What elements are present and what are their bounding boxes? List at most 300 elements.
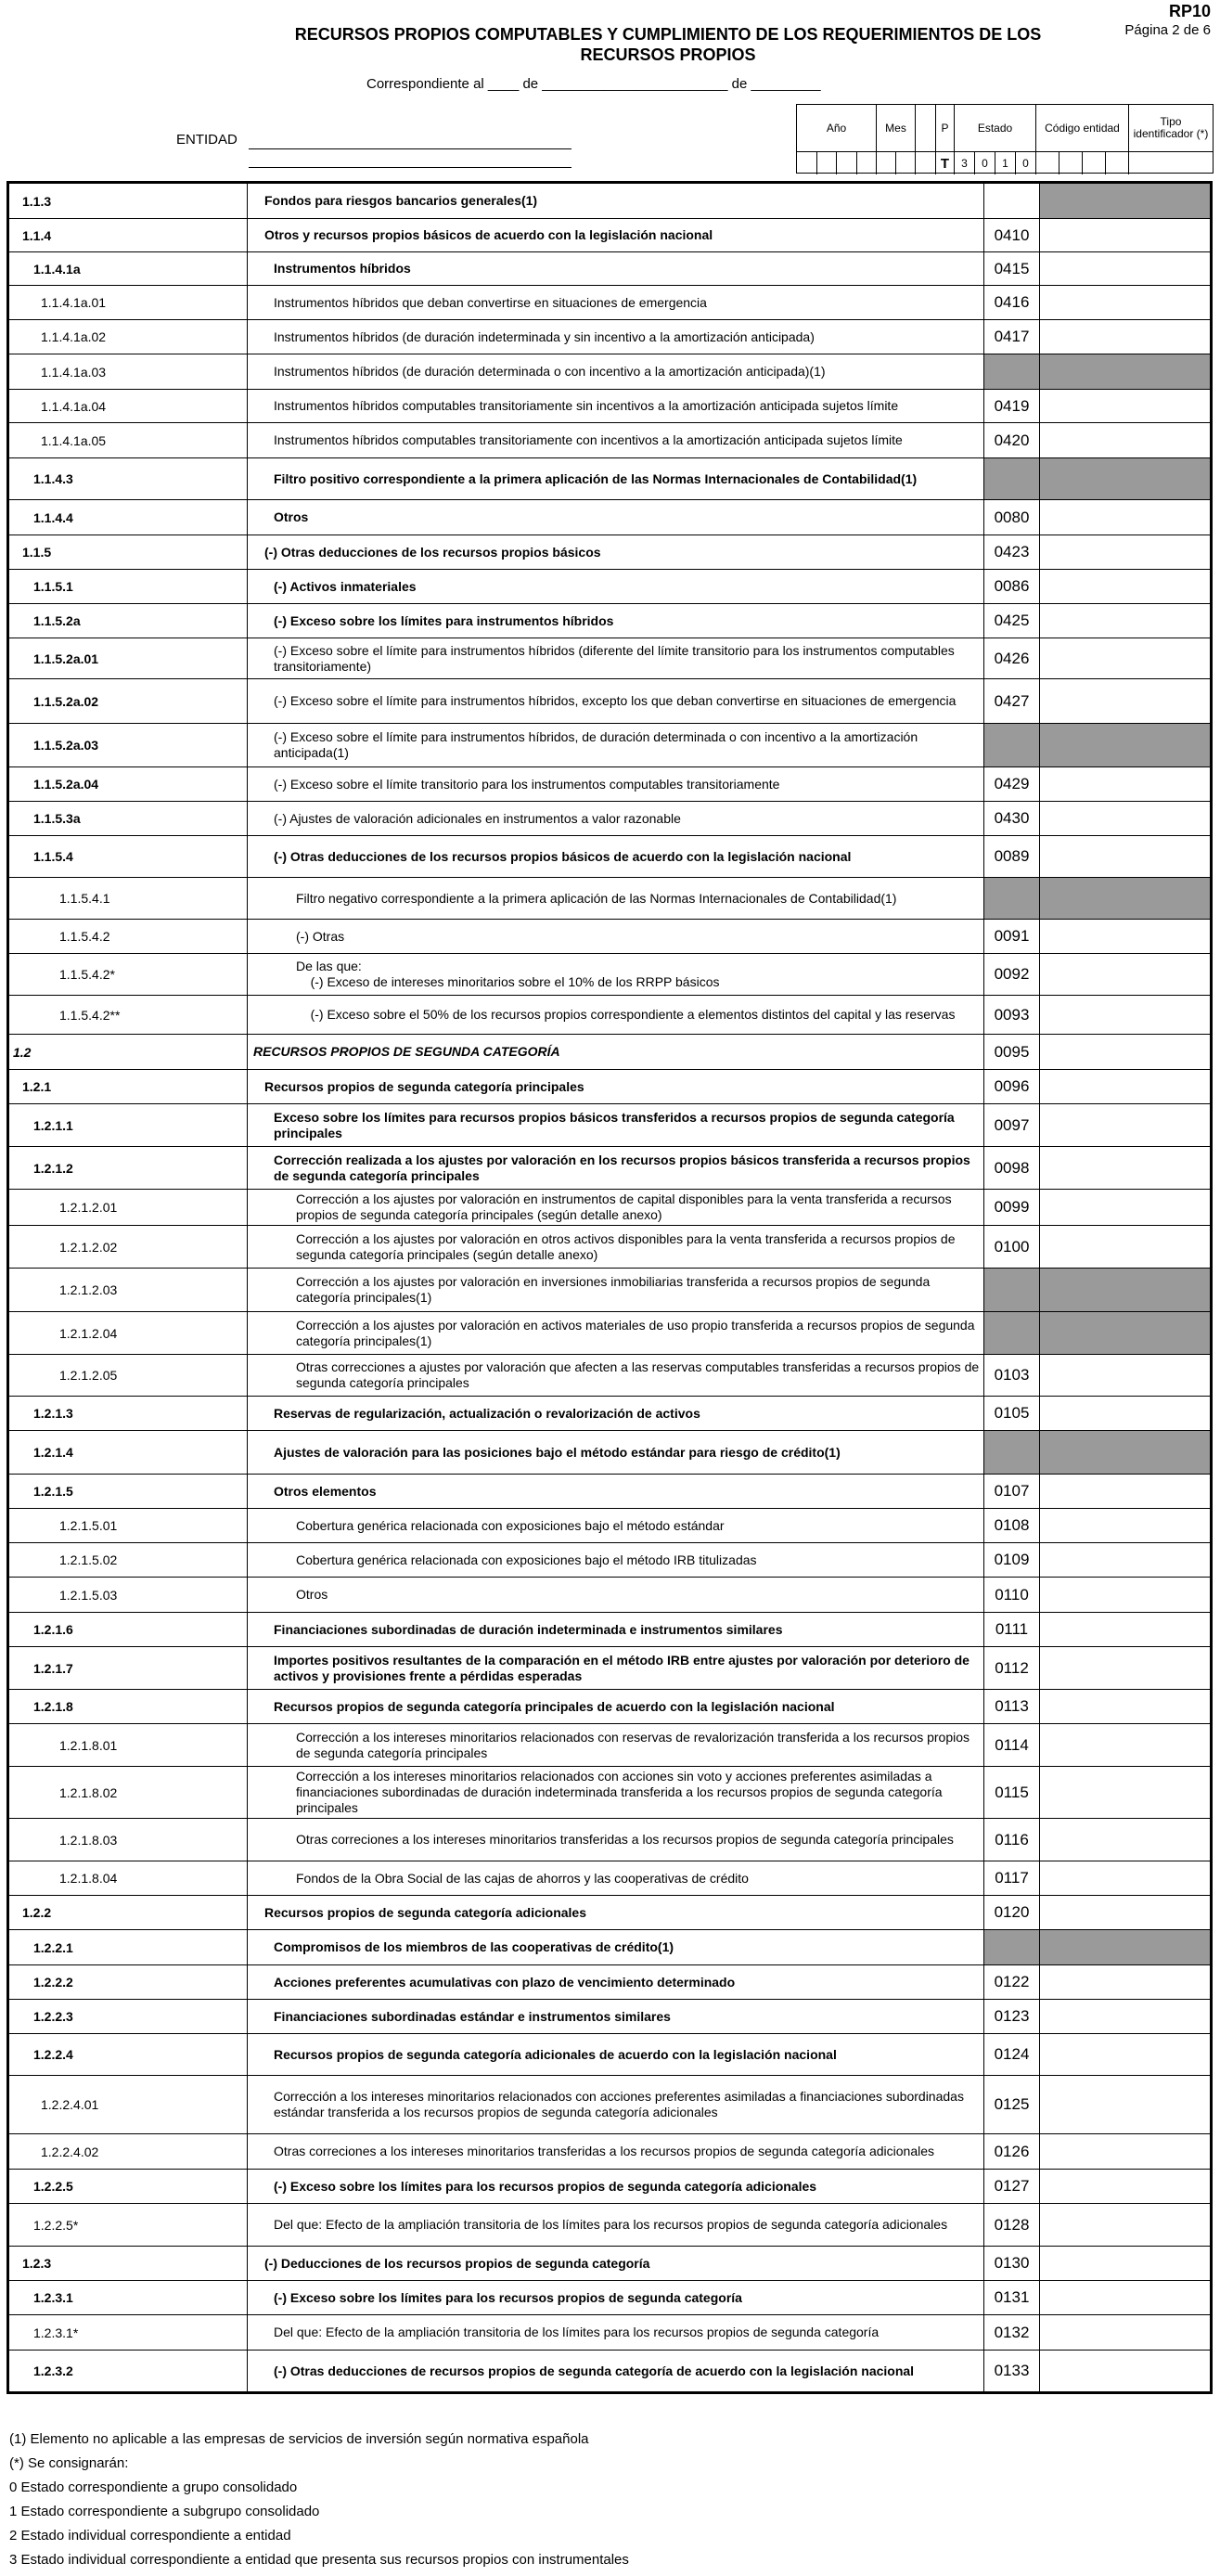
row-value-input[interactable] (1040, 1819, 1210, 1861)
table-row (9, 836, 1210, 878)
row-number: 0098 (984, 1147, 1040, 1189)
row-code: 1.2.1.2.03 (9, 1269, 248, 1311)
row-number: 0115 (984, 1767, 1040, 1818)
row-number (984, 878, 1040, 919)
blank-digit[interactable] (916, 152, 936, 174)
row-code: 1.2 (9, 1035, 248, 1069)
row-code: 1.1.5.4 (9, 836, 248, 877)
row-value-input[interactable] (1040, 1104, 1210, 1146)
table-row (9, 2247, 1210, 2281)
table-row (9, 2134, 1210, 2170)
row-code: 1.1.4.1a.02 (9, 320, 248, 354)
row-number: 0108 (984, 1509, 1040, 1542)
row-code: 1.2.1.1 (9, 1104, 248, 1146)
row-label: Cobertura genérica relacionada con exposiciones bajo el método estándar (248, 1509, 984, 1542)
row-value-input[interactable] (1040, 2170, 1210, 2203)
table-row (9, 1355, 1210, 1397)
footnotes (9, 2428, 629, 2572)
row-value-input[interactable] (1040, 1724, 1210, 1766)
row-number: 0093 (984, 996, 1040, 1034)
row-label: Recursos propios de segunda categoría adicionales de acuerdo con la legislación nacional (248, 2034, 984, 2075)
table-row (9, 1070, 1210, 1104)
row-code: 1.2.1.5.02 (9, 1543, 248, 1577)
row-number (984, 184, 1040, 218)
row-value-input[interactable] (1040, 767, 1210, 801)
row-code: 1.2.3.2 (9, 2351, 248, 2391)
row-code: 1.1.5.2a.03 (9, 724, 248, 766)
row-code: 1.2.1.4 (9, 1431, 248, 1474)
row-value-input[interactable] (1040, 1861, 1210, 1895)
row-code: 1.2.3 (9, 2247, 248, 2280)
row-number: 0120 (984, 1896, 1040, 1929)
row-label: Otros y recursos propios básicos de acuerdo con la legislación nacional (248, 219, 984, 251)
row-number: 0130 (984, 2247, 1040, 2280)
row-value-input[interactable] (1040, 2034, 1210, 2075)
row-number: 0132 (984, 2315, 1040, 2350)
row-number: 0131 (984, 2281, 1040, 2314)
row-value-input[interactable] (1040, 1509, 1210, 1542)
footnote: (*) Se consignarán: (9, 2455, 129, 2471)
row-code: 1.2.1.5.03 (9, 1578, 248, 1612)
row-code: 1.2.2.5* (9, 2204, 248, 2246)
table-row (9, 878, 1210, 920)
row-number (984, 724, 1040, 766)
row-label: Instrumentos híbridos que deban convertirse en situaciones de emergencia (248, 286, 984, 319)
row-label: (-) Exceso sobre los límites para instrumentos híbridos (248, 604, 984, 638)
row-code: 1.1.4.1a (9, 252, 248, 285)
row-number: 0416 (984, 286, 1040, 319)
row-value-input[interactable] (1040, 1355, 1210, 1396)
row-code: 1.2.2.5 (9, 2170, 248, 2203)
row-value-input[interactable] (1040, 570, 1210, 603)
row-number: 0110 (984, 1578, 1040, 1612)
row-label: Financiaciones subordinadas estándar e instrumentos similares (248, 2000, 984, 2033)
row-label: (-) Exceso sobre los límites para los recursos propios de segunda categoría (248, 2281, 984, 2314)
table-row (9, 1690, 1210, 1724)
row-value-disabled (1040, 1269, 1210, 1311)
row-value-disabled (1040, 354, 1210, 389)
row-number: 0430 (984, 802, 1040, 835)
row-code: 1.1.5.1 (9, 570, 248, 603)
table-row (9, 1104, 1210, 1147)
table-row (9, 1190, 1210, 1226)
table-row (9, 1147, 1210, 1190)
row-code: 1.2.1.8 (9, 1690, 248, 1723)
row-label: RECURSOS PROPIOS DE SEGUNDA CATEGORÍA (248, 1035, 984, 1069)
row-value-disabled (1040, 1431, 1210, 1474)
row-code: 1.1.4.4 (9, 500, 248, 535)
row-code: 1.2.1.2.02 (9, 1226, 248, 1268)
table-row (9, 1767, 1210, 1819)
header-codigo-entidad: Código entidad (1036, 105, 1129, 151)
row-value-input[interactable] (1040, 1965, 1210, 1999)
row-code: 1.2.1.5.01 (9, 1509, 248, 1542)
row-number: 0420 (984, 423, 1040, 457)
row-value-input[interactable] (1040, 1896, 1210, 1929)
row-number: 0086 (984, 570, 1040, 603)
row-code: 1.2.1.7 (9, 1647, 248, 1689)
row-label: (-) Exceso sobre el 50% de los recursos propios correspondiente a elementos distintos del capital y las reservas (248, 996, 984, 1034)
row-label: Exceso sobre los límites para recursos propios básicos transferidos a recursos propios de segunda categoría principales (248, 1104, 984, 1146)
row-label: (-) Exceso sobre el límite transitorio para los instrumentos computables transitoriamente (248, 767, 984, 801)
table-row (9, 604, 1210, 638)
estado-digit-4: 0 (1016, 152, 1036, 174)
row-value-input[interactable] (1040, 2315, 1210, 2350)
row-code: 1.2.2.4 (9, 2034, 248, 2075)
table-row (9, 920, 1210, 954)
page-number: Página 2 de 6 (1124, 22, 1211, 38)
row-number: 0126 (984, 2134, 1040, 2169)
identification-value-row (797, 151, 1213, 174)
row-code: 1.1.4.3 (9, 458, 248, 499)
identification-header-box (796, 104, 1214, 174)
row-label: Del que: Efecto de la ampliación transitoria de los límites para los recursos propios de segunda categoría (248, 2315, 984, 2350)
row-label: (-) Exceso sobre el límite para instrumentos híbridos (diferente del límite transitorio para los instrumentos computables transitoriamente) (248, 638, 984, 678)
table-row (9, 2204, 1210, 2247)
row-value-input[interactable] (1040, 252, 1210, 285)
row-label: (-) Exceso sobre el límite para instrumentos híbridos, excepto los que deban convertirse en situaciones de emergencia (248, 679, 984, 723)
table-row (9, 2170, 1210, 2204)
row-code: 1.2.2.4.01 (9, 2076, 248, 2133)
row-number (984, 1930, 1040, 1964)
row-number: 0089 (984, 836, 1040, 877)
row-number: 0123 (984, 2000, 1040, 2033)
row-number: 0113 (984, 1690, 1040, 1723)
row-label: Reservas de regularización, actualización o revalorización de activos (248, 1397, 984, 1430)
row-code: 1.1.4.1a.01 (9, 286, 248, 319)
table-row (9, 2315, 1210, 2351)
row-label: Otros elementos (248, 1475, 984, 1508)
table-row (9, 2351, 1210, 2391)
estado-digit-t: T (936, 152, 955, 174)
row-label: Instrumentos híbridos computables transitoriamente con incentivos a la amortización anticipada sujetos límite (248, 423, 984, 457)
table-row (9, 1613, 1210, 1647)
row-number: 0415 (984, 252, 1040, 285)
row-value-input[interactable] (1040, 1690, 1210, 1723)
entidad-line-2[interactable] (249, 167, 571, 168)
row-value-input[interactable] (1040, 1226, 1210, 1268)
table-row (9, 1035, 1210, 1070)
rp10-table (6, 181, 1213, 2394)
row-label: Financiaciones subordinadas de duración indeterminada e instrumentos similares (248, 1613, 984, 1646)
table-row (9, 679, 1210, 724)
row-value-input[interactable] (1040, 1190, 1210, 1225)
row-code: 1.1.4.1a.03 (9, 354, 248, 389)
table-row (9, 638, 1210, 679)
row-label: Corrección a los ajustes por valoración en inversiones inmobiliarias transferida a recursos propios de segunda categoría principales(1) (248, 1269, 984, 1311)
table-row (9, 1578, 1210, 1613)
row-number: 0419 (984, 390, 1040, 422)
table-row (9, 535, 1210, 570)
table-row (9, 1819, 1210, 1861)
row-code: 1.2.1.8.03 (9, 1819, 248, 1861)
row-number (984, 458, 1040, 499)
row-value-input[interactable] (1040, 638, 1210, 678)
row-label: (-) Otras deducciones de los recursos propios básicos (248, 535, 984, 569)
row-label: Corrección a los ajustes por valoración en instrumentos de capital disponibles para la venta transferida a recursos propios de segunda categoría principales (según detalle anexo) (248, 1190, 984, 1225)
row-number (984, 1269, 1040, 1311)
row-value-input[interactable] (1040, 390, 1210, 422)
footnote: 2 Estado individual correspondiente a entidad (9, 2528, 291, 2544)
row-value-input[interactable] (1040, 1070, 1210, 1103)
row-value-input[interactable] (1040, 2247, 1210, 2280)
row-number: 0127 (984, 2170, 1040, 2203)
title-line-2: RECURSOS PROPIOS (580, 45, 756, 64)
row-value-input[interactable] (1040, 1767, 1210, 1818)
row-label: Recursos propios de segunda categoría principales de acuerdo con la legislación nacional (248, 1690, 984, 1723)
row-value-input[interactable] (1040, 920, 1210, 953)
table-row (9, 320, 1210, 354)
codigo-digit-2[interactable] (1059, 152, 1083, 174)
row-value-input[interactable] (1040, 996, 1210, 1034)
row-code: 1.1.5 (9, 535, 248, 569)
row-value-input[interactable] (1040, 320, 1210, 354)
row-label: Corrección a los ajustes por valoración en activos materiales de uso propio transferida a recursos propios de segunda categoría principales(1) (248, 1312, 984, 1354)
row-label: Recursos propios de segunda categoría principales (248, 1070, 984, 1103)
estado-digit-1: 3 (955, 152, 975, 174)
table-row (9, 423, 1210, 458)
row-value-input[interactable] (1040, 1035, 1210, 1069)
header-p: P (936, 105, 955, 151)
row-label: Otras correciones a los intereses minoritarios transferidas a los recursos propios de segunda categoría adicionales (248, 2134, 984, 2169)
row-number: 0117 (984, 1861, 1040, 1895)
row-value-input[interactable] (1040, 1543, 1210, 1577)
row-code: 1.1.5.2a (9, 604, 248, 638)
table-row (9, 2076, 1210, 2134)
table-row (9, 2000, 1210, 2034)
row-number: 0097 (984, 1104, 1040, 1146)
row-number: 0112 (984, 1647, 1040, 1689)
row-value-input[interactable] (1040, 836, 1210, 877)
ano-digit-3[interactable] (837, 152, 857, 174)
page-title (250, 24, 1085, 65)
row-code: 1.2.1.8.02 (9, 1767, 248, 1818)
table-row (9, 1397, 1210, 1431)
table-row (9, 996, 1210, 1035)
row-number: 0423 (984, 535, 1040, 569)
header-estado: Estado (955, 105, 1036, 151)
row-value-input[interactable] (1040, 1397, 1210, 1430)
row-code: 1.2.3.1* (9, 2315, 248, 2350)
header-blank (916, 105, 936, 151)
row-value-input[interactable] (1040, 2351, 1210, 2391)
row-code: 1.1.5.4.2* (9, 954, 248, 995)
table-row (9, 2034, 1210, 2076)
row-number: 0080 (984, 500, 1040, 535)
table-row (9, 1965, 1210, 2000)
row-code: 1.2.1.8.04 (9, 1861, 248, 1895)
estado-digit-2: 0 (975, 152, 995, 174)
row-label: (-) Activos inmateriales (248, 570, 984, 603)
row-label: De las que: (-) Exceso de intereses minoritarios sobre el 10% de los RRPP básicos (248, 954, 984, 995)
table-row (9, 767, 1210, 802)
row-number: 0133 (984, 2351, 1040, 2391)
row-label: (-) Ajustes de valoración adicionales en instrumentos a valor razonable (248, 802, 984, 835)
row-label: Corrección a los intereses minoritarios relacionados con acciones preferentes asimiladas a financiaciones subordinadas estándar transferida a los recursos propios de segunda categoría adicionales (248, 2076, 984, 2133)
row-value-input[interactable] (1040, 219, 1210, 251)
row-code: 1.1.5.2a.01 (9, 638, 248, 678)
row-value-input[interactable] (1040, 1647, 1210, 1689)
entidad-line-1[interactable] (249, 148, 571, 149)
header-tipo-identificador: Tipo identificador (*) (1133, 115, 1209, 140)
row-code: 1.1.5.3a (9, 802, 248, 835)
table-row (9, 724, 1210, 767)
row-number: 0427 (984, 679, 1040, 723)
row-value-input[interactable] (1040, 423, 1210, 457)
table-row (9, 1543, 1210, 1578)
table-row (9, 458, 1210, 500)
row-label: Cobertura genérica relacionada con exposiciones bajo el método IRB titulizadas (248, 1543, 984, 1577)
row-code: 1.2.1 (9, 1070, 248, 1103)
table-row (9, 802, 1210, 836)
row-number: 0429 (984, 767, 1040, 801)
row-label: (-) Deducciones de los recursos propios de segunda categoría (248, 2247, 984, 2280)
table-row (9, 219, 1210, 252)
row-label: Corrección a los intereses minoritarios relacionados con reservas de revalorización transferida a los recursos propios de segunda categoría principales (248, 1724, 984, 1766)
row-value-disabled (1040, 184, 1210, 218)
ano-digit-4[interactable] (857, 152, 877, 174)
table-row (9, 1930, 1210, 1965)
row-code: 1.2.3.1 (9, 2281, 248, 2314)
row-value-input[interactable] (1040, 2204, 1210, 2246)
row-value-input[interactable] (1040, 2000, 1210, 2033)
row-code: 1.2.1.2.04 (9, 1312, 248, 1354)
row-code: 1.2.2.1 (9, 1930, 248, 1964)
row-number: 0410 (984, 219, 1040, 251)
row-code: 1.2.1.2 (9, 1147, 248, 1189)
table-row (9, 286, 1210, 320)
row-code: 1.2.1.5 (9, 1475, 248, 1508)
header-ano: Año (797, 105, 877, 151)
row-label: Fondos para riesgos bancarios generales(1) (248, 184, 984, 218)
row-label: Corrección a los ajustes por valoración en otros activos disponibles para la venta transferida a recursos propios de segunda categoría principales (según detalle anexo) (248, 1226, 984, 1268)
ano-digit-1[interactable] (797, 152, 817, 174)
row-code: 1.2.1.8.01 (9, 1724, 248, 1766)
mes-digit-2[interactable] (896, 152, 916, 174)
row-value-input[interactable] (1040, 954, 1210, 995)
row-value-input[interactable] (1040, 2281, 1210, 2314)
row-code: 1.1.5.2a.04 (9, 767, 248, 801)
row-label: Otros (248, 1578, 984, 1612)
mes-digit-1[interactable] (877, 152, 896, 174)
row-value-input[interactable] (1040, 2076, 1210, 2133)
table-row (9, 1896, 1210, 1930)
table-row (9, 252, 1210, 286)
row-code: 1.2.1.2.05 (9, 1355, 248, 1396)
row-label: (-) Otras (248, 920, 984, 953)
table-row (9, 184, 1210, 219)
row-number (984, 1431, 1040, 1474)
row-code: 1.2.2.2 (9, 1965, 248, 1999)
row-value-input[interactable] (1040, 535, 1210, 569)
row-label: Ajustes de valoración para las posiciones bajo el método estándar para riesgo de crédito(1) (248, 1431, 984, 1474)
row-label: Importes positivos resultantes de la comparación en el método IRB entre ajustes por valoración por deterioro de activos y provisiones frente a pérdidas esperadas (248, 1647, 984, 1689)
row-label: Recursos propios de segunda categoría adicionales (248, 1896, 984, 1929)
row-label: (-) Exceso sobre el límite para instrumentos híbridos, de duración determinada o con incentivo a la amortización anticipada(1) (248, 724, 984, 766)
row-code: 1.1.3 (9, 184, 248, 218)
row-label: Instrumentos híbridos (248, 252, 984, 285)
entidad-label: ENTIDAD (176, 132, 238, 148)
table-row (9, 1647, 1210, 1690)
row-label: Corrección realizada a los ajustes por valoración en los recursos propios básicos transferida a recursos propios de segunda categoría principales (248, 1147, 984, 1189)
row-number: 0109 (984, 1543, 1040, 1577)
row-label: Corrección a los intereses minoritarios relacionados con acciones sin voto y acciones preferentes asimiladas a financiaciones subordinadas de duración indeterminada transferida a los recursos propios de segunda categoría principales (248, 1767, 984, 1818)
codigo-digit-1[interactable] (1036, 152, 1059, 174)
row-code: 1.1.5.4.2** (9, 996, 248, 1034)
table-row (9, 1475, 1210, 1509)
row-label: Otras correciones a los intereses minoritarios transferidas a los recursos propios de segunda categoría principales (248, 1819, 984, 1861)
tipo-identificador-value[interactable] (1129, 152, 1213, 174)
row-number: 0111 (984, 1613, 1040, 1646)
row-number: 0426 (984, 638, 1040, 678)
table-row (9, 1226, 1210, 1269)
row-value-input[interactable] (1040, 2134, 1210, 2169)
row-label: Filtro positivo correspondiente a la primera aplicación de las Normas Internacionales de Contabilidad(1) (248, 458, 984, 499)
row-value-input[interactable] (1040, 679, 1210, 723)
ano-digit-2[interactable] (817, 152, 837, 174)
row-code: 1.2.1.2.01 (9, 1190, 248, 1225)
codigo-digit-3[interactable] (1083, 152, 1106, 174)
row-value-input[interactable] (1040, 286, 1210, 319)
table-row (9, 390, 1210, 423)
row-code: 1.1.4.1a.04 (9, 390, 248, 422)
footnote: 0 Estado correspondiente a grupo consolidado (9, 2479, 298, 2495)
row-value-disabled (1040, 878, 1210, 919)
row-value-input[interactable] (1040, 500, 1210, 535)
codigo-digit-4[interactable] (1106, 152, 1129, 174)
form-code: RP10 (1168, 2, 1211, 20)
row-code: 1.1.5.4.2 (9, 920, 248, 953)
row-value-input[interactable] (1040, 1475, 1210, 1508)
row-number: 0103 (984, 1355, 1040, 1396)
title-line-1: RECURSOS PROPIOS COMPUTABLES Y CUMPLIMIENTO DE LOS REQUERIMIENTOS DE LOS (294, 25, 1042, 44)
footnote: 3 Estado individual correspondiente a entidad que presenta sus recursos propios con instrumentales (9, 2552, 629, 2568)
row-number (984, 354, 1040, 389)
row-number: 0128 (984, 2204, 1040, 2246)
table-row (9, 954, 1210, 996)
row-value-input[interactable] (1040, 1613, 1210, 1646)
row-number: 0107 (984, 1475, 1040, 1508)
row-value-input[interactable] (1040, 1578, 1210, 1612)
table-row (9, 570, 1210, 604)
row-label: Filtro negativo correspondiente a la primera aplicación de las Normas Internacionales de Contabilidad(1) (248, 878, 984, 919)
row-number: 0105 (984, 1397, 1040, 1430)
row-number: 0091 (984, 920, 1040, 953)
row-label: (-) Otras deducciones de los recursos propios básicos de acuerdo con la legislación nacional (248, 836, 984, 877)
footnote: (1) Elemento no aplicable a las empresas de servicios de inversión según normativa española (9, 2431, 589, 2447)
row-code: 1.2.2.4.02 (9, 2134, 248, 2169)
table-row (9, 1431, 1210, 1475)
row-label: Instrumentos híbridos (de duración determinada o con incentivo a la amortización anticipada)(1) (248, 354, 984, 389)
row-value-input[interactable] (1040, 1147, 1210, 1189)
row-number: 0100 (984, 1226, 1040, 1268)
row-value-disabled (1040, 1930, 1210, 1964)
row-code: 1.1.4 (9, 219, 248, 251)
row-value-input[interactable] (1040, 604, 1210, 638)
row-label: Instrumentos híbridos (de duración indeterminada y sin incentivo a la amortización anticipada) (248, 320, 984, 354)
row-number: 0125 (984, 2076, 1040, 2133)
row-value-input[interactable] (1040, 802, 1210, 835)
row-label: Otros (248, 500, 984, 535)
row-label: Compromisos de los miembros de las cooperativas de crédito(1) (248, 1930, 984, 1964)
table-row (9, 2281, 1210, 2315)
table-row (9, 354, 1210, 390)
row-number: 0099 (984, 1190, 1040, 1225)
row-number: 0116 (984, 1819, 1040, 1861)
row-code: 1.2.1.6 (9, 1613, 248, 1646)
table-row (9, 1861, 1210, 1896)
row-number: 0092 (984, 954, 1040, 995)
